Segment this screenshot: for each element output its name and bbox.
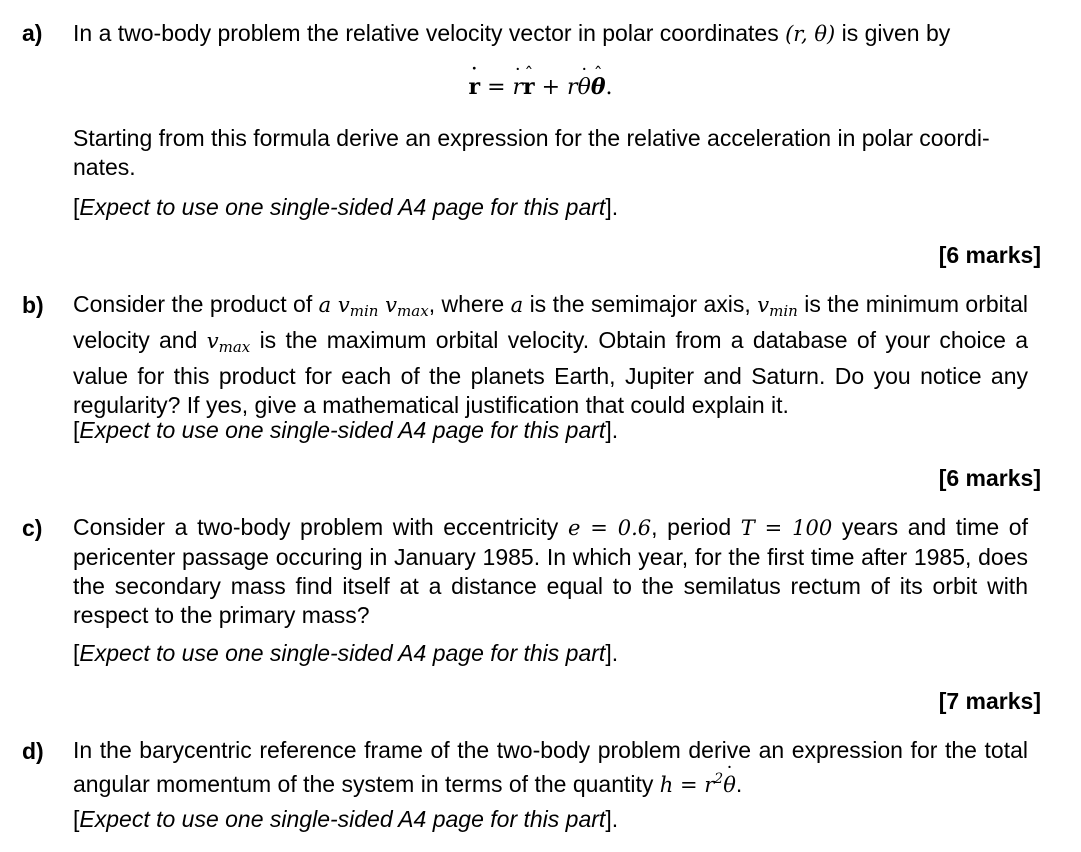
part-c-expect: [Expect to use one single-sided A4 page for this part]. — [73, 640, 619, 666]
part-b-label: b) — [22, 292, 44, 318]
part-b-expect: [Expect to use one single-sided A4 page for this part]. — [73, 417, 619, 443]
part-a-body: Starting from this formula derive an expression for the relative acceleration in polar coordi- nates. — [73, 125, 990, 180]
part-d-label: d) — [22, 738, 44, 764]
part-a-marks: [6 marks] — [938, 242, 1041, 268]
part-a-intro: In a two-body problem the relative velocity vector in polar coordinates (r, θ) is given by — [73, 20, 951, 46]
part-a-expect: [Expect to use one single-sided A4 page for this part]. — [73, 194, 619, 220]
part-d-body: In the barycentric reference frame of the two-body problem derive an expression for the total angular momentum of the system in terms of the quantity $h = r^2\theta$ ˙. — [73, 736, 1028, 800]
part-c-body: Consider a two-body problem with eccentricity e = 0.6, period T = 100 years and time of pericenter passage occuring in January 1985. In which year, for the first time after 1985, does the secondary mass find itself at a distance equal to the semilatus rectum of its orbit with respect to the primary mass? — [73, 514, 1028, 628]
part-b-marks: [6 marks] — [938, 465, 1041, 491]
part-a-label: a) — [22, 20, 43, 46]
part-a-equation: r ˙ = r ˙r ˆ + rθ ˙θ ˆ. — [0, 74, 1081, 100]
part-c-marks: [7 marks] — [938, 688, 1041, 714]
part-d-expect: [Expect to use one single-sided A4 page for this part]. — [73, 806, 619, 832]
part-b-body: Consider the product of a $v_{min}$ $v_{max}$, where a is the semimajor axis, $v_{min}$ is the minimum orbital velocity and $v_{max}$ is the maximum orbital velocity. Obtain from a database of your choice a value for this product for each of the planets Earth, Jupiter and Saturn. Do you notice any regularity? If yes, give a mathematical justification that could explain it. — [73, 291, 1029, 418]
part-c-label: c) — [22, 515, 43, 541]
